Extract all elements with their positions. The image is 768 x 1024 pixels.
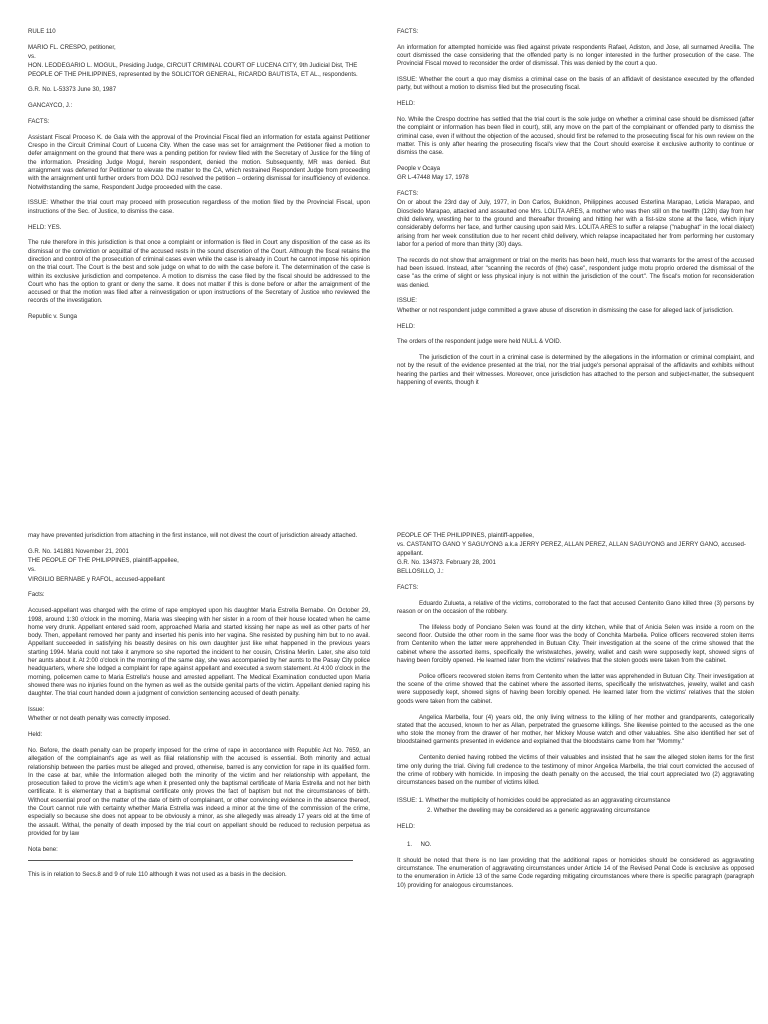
vs-line: vs. [28,566,36,574]
facts-paragraph: An information for attempted homicide was filed against private respondents Rafael, Adiston, and Jose, all surnamed Arecilla. The court dismissed the case considering that the offended party is no longer interested in the further prosecution of the case. The Provincial Fiscal moved to reconsider the order of dismissal. This was denied by the court a quo. [397,43,754,68]
answer-item: 1. NO. [407,840,432,848]
facts-paragraph-5: Centenito denied having robbed the victims of their valuables and insisted that he saw the alleged stolen items for the first time only during the trial. Giving full credence to the testimony of minor Angelica Marbella, the trial court convicted the accused of the crime of robbery with homicide. In imposing the death penalty on the accused, the trial court appreciated two (2) aggravating circumstances based on the number of victims killed. [397,754,754,787]
page-2-column [397,28,754,395]
facts-heading: FACTS: [397,28,419,35]
held-heading: HELD: YES. [28,223,62,231]
issue-1: ISSUE: 1. Whether the multiplicity of homicides could be appreciated as an aggravating circumstance [397,797,671,805]
gr-number: G.R. No. 134373. February 28, 2001 [397,558,496,566]
nota-bene-label: Nota bene: [28,845,58,853]
facts-heading: FACTS: [28,118,50,126]
facts-paragraph-2: The lifeless body of Ponciano Selen was found at the dirty kitchen, while that of Anicia Selen was inside a room on the second floor. Outside the other room in the same floor was the body of Conchita Marbella. Police officers recovered stolen items from Centenito when the latter were apprehended in Butuan City. Their investigation at the scene of the crime showed that the cabinet where the assorted items, specifically the wristwatches, jewelry, wallet and cash were supposedly kept, showed signs of having been forcibly opened. He learned later from the victims' relatives that the stolen goods were taken from the cabinet. [397,623,754,665]
ponente: BELLOSILLO, J.: [397,568,444,576]
conclusion-paragraph: It should be noted that there is no law providing that the additional rapes or homicides should be considered as aggravating circumstance. The enumeration of aggravating circumstances under Article 14 of the Revised Penal Code is exclusive as opposed to the enumeration in Article 13 of the same Code regarding mitigating circumstances where there is specific paragraph (paragraph 10) providing for analogous circumstances. [397,856,754,889]
jurisdiction-paragraph: The jurisdiction of the court in a criminal case is determined by the allegations in the information or criminal complaint, and not by the result of the evidence presented at the trial, nor the trial judge's personal appraisal of the affidavits and exhibits without hearing the parties and their witnesses. Moreover, once jurisdiction has attached to the person and subject-matter, the subsequent happening of events, though it [397,354,754,386]
held-heading: HELD: [397,100,415,108]
page-2 [384,0,768,512]
facts-paragraph-1: Eduardo Zulueta, a relative of the victims, corroborated to the fact that accused Centenito Gano killed three (3) persons by reason or on the occasion of the robbery. [397,599,754,616]
gr-number: G.R. No. L-53373 June 30, 1987 [28,86,117,94]
page-1-column [28,28,370,329]
divider-line [28,860,353,861]
held-heading: HELD: [397,822,415,830]
accused-line: vs. CASTANITO GANO Y SAGUYONG a.k.a JERRY PEREZ, ALLAN PEREZ, ALLAN SAGUYONG and JERRY GANO, accused-appellant. [397,541,746,557]
continuation-paragraph: may have prevented jurisdiction from attaching in the first instance, will not divest the court of jurisdiction already attached. [28,532,358,539]
page-3 [0,512,384,1024]
note-paragraph: This is in relation to Secs.8 and 9 of rule 110 although it was not used as a basis in the decision. [28,871,287,878]
issue-paragraph: ISSUE: Whether the trial court may proceed with prosecution regardless of the motion filed by the Provincial Fiscal, upon instructions of the Sec. of Justice, to dismiss the case. [28,199,370,215]
gr-number: G.R. No. 141881 November 21, 2001 [28,547,129,555]
facts-heading: Facts: [28,591,45,599]
petitioner-line: MARIO FL. CRESPO, petitioner, [28,43,116,51]
held-paragraph-2: The orders of the respondent judge were held NULL & VOID. [397,338,562,346]
issue-2: 2. Whether the dwelling may be considered as a generic aggravating circumstance [427,806,650,814]
next-case-title: Republic v. Sunga [28,313,78,321]
vs-line: vs. [28,53,36,61]
held-heading-2: HELD: [397,322,415,330]
facts-paragraph-3: Police officers recovered stolen items from Centenito when the latter was apprehended in Butuan City. Their investigation at the scene of the crime showed that the cabinet where the assorted items, specifically the wristwatches, jewelry, wallet and cash were supposedly kept, showed signs of having been forcibly opened. He learned later from the victims' relatives that the stolen goods were taken from the cabinet. [397,672,754,705]
facts-paragraph: Accused-appellant was charged with the crime of rape employed upon his daughter Maria Estrella Bernabe. On October 29, 1998, around 1:30 o'clock in the morning, Maria was sleeping with her sister in a room of their house located when he came home very drunk. Appellant entered said room, approached Maria and started kissing her nape as well as other parts of her body. Then, appellant removed her panty and inserted his penis into her vagina. She resisted by pushing him but to no avail. Appellant succeeded in satisfying his beastly desires on his own daughter just like what happened in the previous years starting 1994. Maria could not take it anymore so she reported the incident to her cousin, Cristina Merlin. Later, she also told her aunts about it. At 2:00 o'clock in the morning of the same day, she was accompanied by her aunts to the Pasay City police headquarters, where she lodged a complaint for rape against appellant and executed a sworn statement. At 4:00 o'clock in the morning, policemen came to Maria Estrella's house and arrested appellant. The Medical Examination conducted upon Maria showed there was no injuries found on the hymen as well as the outside genital parts of the victim. Appellant denied raping his daughter. The trial court handed down a judgment of conviction sentencing accused of death penalty. [28,607,370,698]
respondents-line: HON. LEODEGARIO L. MOGUL, Presiding Judge, CIRCUIT CRIMINAL COURT OF LUCENA CITY, 9th Judicial Dist, THE PEOPLE OF THE PHILIPPINES, represented by the SOLICITOR GENERAL, RICARDO BAUTISTA, ET AL., respondents. [28,62,358,78]
accused-line: VIRGILIO BERNABE y RAFOL, accused-appellant [28,575,165,583]
plaintiff-line: THE PEOPLE OF THE PHILIPPINES, plaintiff-appellee, [28,557,179,565]
held-paragraph: No. Before, the death penalty can be properly imposed for the crime of rape in accordance with Republic Act No. 7659, an allegation of the complainant's age as well as filial relationship with the accused is essential. Both minority and actual relationship between the parties must be alleged and proved, otherwise, barred is any conviction for rape in its qualified form. In the case at bar, while the Information alleged both the minority of the victim and her relationship with appellant, the prosecution failed to prove the victim's age when it presented only the baptismal certificate of Maria Estrella and not her birth certificate. It is elementary that a baptismal certificate only proves the fact of baptism but not the circumstances of birth. Without essential proof on the matter of the date of birth of complainant, or other convincing evidence in the absence thereof, the Court cannot rule with certainty whether Maria Estrella was indeed a minor at the time of the commission of the crime, especially so because she does not appear to be obviously a minor, as she allegedly was already 17 years old at the time of the assault. Withal, the penalty of death imposed by the trial court on appellant should be reduced to reclusion perpetua as provided for by law [28,746,370,837]
case-gr-number: GR L-47448 May 17, 1978 [397,174,469,182]
held-paragraph: No. While the Crespo doctrine has settled that the trial court is the sole judge on whether a criminal case should be dismissed (after the complaint or information has been filed in court), still, any move on the part of the complainant or offended party to dismiss the criminal case, even if without the objection of the accused, should first be referred to the prosecuting fiscal for his own review on the matter. This is only after hearing the prosecuting fiscal's view that the Court should exercise it exclusive authority to continue or dismiss the case. [397,116,754,157]
case-title: People v Ocaya [397,165,441,173]
facts-heading: FACTS: [397,583,419,591]
issue-heading: Issue: [28,706,45,714]
page-4-column [397,532,754,897]
facts-paragraph-4: Angelica Marbella, four (4) years old, the only living witness to the killing of her mother and grandparents, categorically stated that the accused, known to her as Allan, perpetrated the gruesome killings. She likewise pointed to the accused as the one who stole the money from the drawer of her mother, her Mickey Mouse watch and other valuables. She also identified her set of bloodstained garments presented in evidence and explained that the bloodstains came from her "Mommy." [397,713,754,746]
facts-paragraph: Assistant Fiscal Proceso K. de Gala with the approval of the Provincial Fiscal filed an information for estafa against Petitioner Crespo in the Circuit Criminal Court of Lucena City. When the case was set for arraignment the Petitioner filed a motion to defer arraignment on the ground that there was a pending petition for review filed with the Secretary of Justice for the filing of the information. Presiding Judge Mogul, herein respondent, denied the motion. Subsequently, MR was denied. But arraignment was deferred for Petitioner to elevate the matter to the CA, which restrained Respondent Judge from proceeding with the arraignment until further orders from DOJ. DOJ resolved the petition – ordering dismissal for insufficiency of evidence. Notwithstanding the same, Respondent Judge proceeded with the case. [28,133,370,191]
facts-paragraph-2: On or about the 23rd day of July, 1977, in Don Carlos, Bukidnon, Philippines accused Esterlina Marapao, Leticia Marapao, and Dioscledo Marapao, attacked and assaulted one Mrs. LOLITA ARES, a mother who was then still on the twelfth (12th) day from her child delivery, wrestling her to the ground and thereafter throwing and hitting her with a fist-size stone at the face, which injury considerably deforms her face, and further causing upon said Mrs. LOLITA ARES to suffer a relapse ("nabughat" in the local dialect) arising from her week constitution due to her recent child delivery, which relapse incapacitated her from performing her customary labor for a period of more than thirty (30) days. [397,199,754,248]
issue-paragraph: Whether or not death penalty was correctly imposed. [28,715,171,723]
plaintiff-line: PEOPLE OF THE PHILIPPINES, plaintiff-appellee, [397,532,534,539]
page-3-column [28,532,370,887]
held-heading: Held: [28,731,43,739]
records-paragraph: The records do not show that arraignment or trial on the merits has been held, much less that warrants for the arrest of the accused had been issued. Instead, after "scanning the records of (the) case", respondent judge motu proprio ordered the dismissal of the case "as the crime of slight or less physical injury is not within the jurisdiction of the court". The fiscal's motion for reconsideration was denied. [397,256,754,289]
facts-heading-2: FACTS: [397,190,419,198]
issue-paragraph-2: Whether or not respondent judge committed a grave abuse of discretion in dismissing the case for alleged lack of jurisdiction. [397,306,734,314]
page-1 [0,0,384,512]
issue-heading-2: ISSUE: [397,297,417,305]
page-4 [384,512,768,1024]
rule-heading: RULE 110 [28,28,56,35]
ruling-paragraph: The rule therefore in this jurisdiction is that once a complaint or information is filed in Court any disposition of the case as its dismissal or the conviction or acquittal of the accused rests in the sound discretion of the Court. Although the fiscal retains the direction and control of the prosecution of criminal cases even while the case is already in Court he cannot impose his opinion on the trial court. The Court is the best and sole judge on what to do with the case before it. The determination of the case is within its exclusive jurisdiction and competence. A motion to dismiss the case filed by the fiscal should be addressed to the Court who has the option to grant or deny the same. It does not matter if this is done before or after the arraignment of the accused or that the motion was filed after a reinvestigation or upon instructions of the Secretary of Justice who reviewed the records of the investigation. [28,239,370,305]
ponente: GANCAYCO, J.: [28,102,73,110]
issue-paragraph: ISSUE: Whether the court a quo may dismiss a criminal case on the basis of an affidavit of desistance executed by the offended party, but without a motion to dismiss filed but the prosecuting fiscal. [397,76,754,92]
